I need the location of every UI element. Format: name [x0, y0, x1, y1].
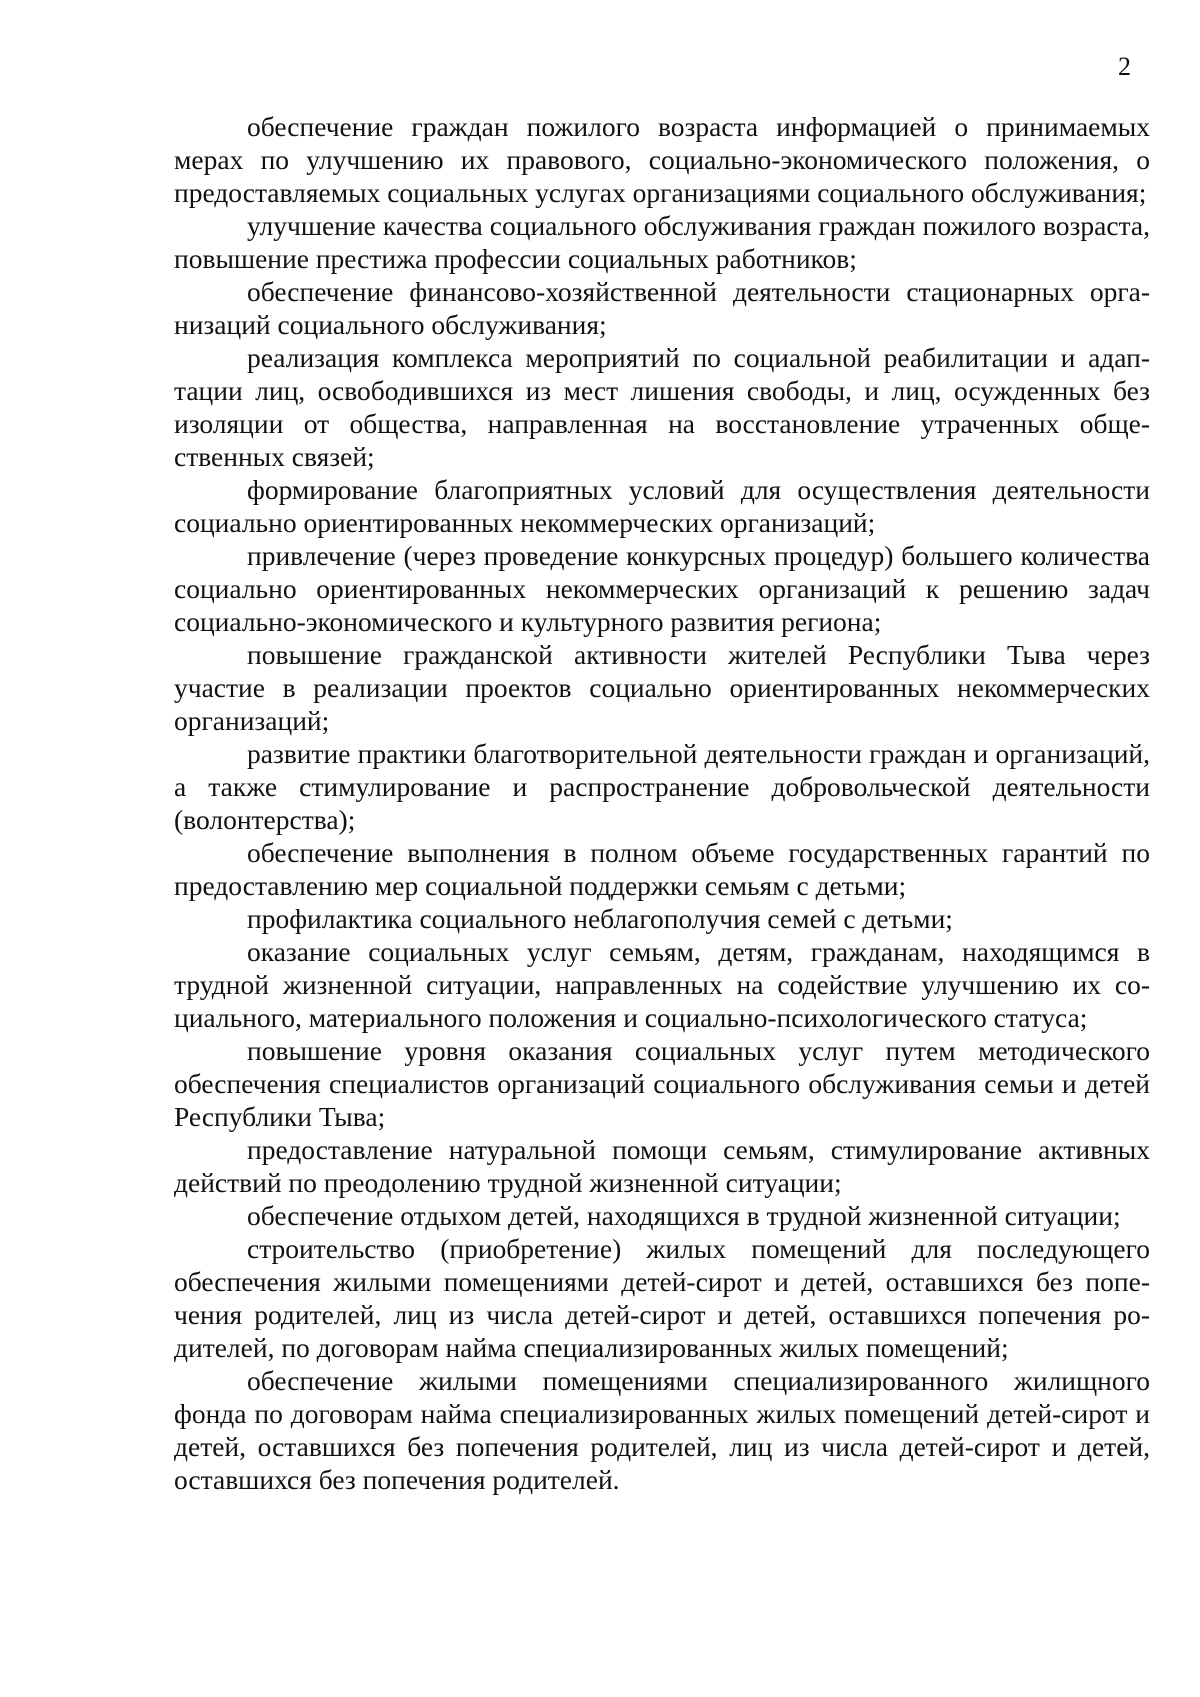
list-item: обеспечение жилыми помещениями специализированного жилищного фонда по договорам найма специализированных жилых помещений детей-сирот и детей, оставшихся без попечения родителей, лиц из числа детей-сирот и детей, оставшихся без попечения родителей.	[174, 1365, 1150, 1495]
document-body	[174, 110, 1150, 1496]
list-item: обеспечение выполнения в полном объеме государственных гарантий по предоставлению мер социальной поддержки семьям с детьми;	[174, 837, 1150, 901]
list-item: предоставление натуральной помощи семьям, стимулирование активных действий по преодолению трудной жизненной ситуации;	[174, 1134, 1150, 1198]
list-item: привлечение (через проведение конкурсных процедур) большего количества социально ориентированных некоммерческих организаций к решению задач социально-экономического и культурного развития региона;	[174, 540, 1150, 637]
list-item: улучшение качества социального обслуживания граждан пожилого возраста, повышение престижа профессии социальных работников;	[174, 210, 1150, 274]
list-item: формирование благоприятных условий для осуществления деятельности социально ориентированных некоммерческих организаций;	[174, 474, 1150, 538]
list-item: профилактика социального неблагополучия семей с детьми;	[247, 903, 953, 934]
list-item: обеспечение граждан пожилого возраста информацией о принимаемых мерах по улучшению их правового, социально-экономического положения, о предоставляемых социальных услугах организациями социального обслуживания;	[174, 111, 1150, 208]
list-item: обеспечение финансово-хозяйственной деятельности стационарных организаций социального обслуживания;	[174, 276, 1150, 340]
list-item: повышение гражданской активности жителей Республики Тыва через участие в реализации проектов социально ориентированных некоммерческих организаций;	[174, 639, 1150, 736]
list-item: повышение уровня оказания социальных услуг путем методического обеспечения специалистов организаций социального обслуживания семьи и детей Республики Тыва;	[174, 1035, 1150, 1132]
list-item: оказание социальных услуг семьям, детям, гражданам, находящимся в трудной жизненной ситуации, направленных на содействие улучшению их социального, материального положения и социально-психологического статуса;	[174, 936, 1150, 1033]
list-item: обеспечение отдыхом детей, находящихся в трудной жизненной ситуации;	[247, 1200, 1121, 1231]
list-item: реализация комплекса мероприятий по социальной реабилитации и адаптации лиц, освободившихся из мест лишения свободы, и лиц, осужденных без изоляции от общества, направленная на восстановление утраченных общественных связей;	[174, 342, 1150, 472]
list-item: развитие практики благотворительной деятельности граждан и организаций, а также стимулирование и распространение добровольческой деятельности (волонтерства);	[174, 738, 1150, 835]
list-item: строительство (приобретение) жилых помещений для последующего обеспечения жилыми помещениями детей-сирот и детей, оставшихся без попечения родителей, лиц из числа детей-сирот и детей, оставшихся попечения родителей, по договорам найма специализированных жилых помещений;	[174, 1233, 1150, 1363]
page-number: 2	[1118, 52, 1131, 81]
